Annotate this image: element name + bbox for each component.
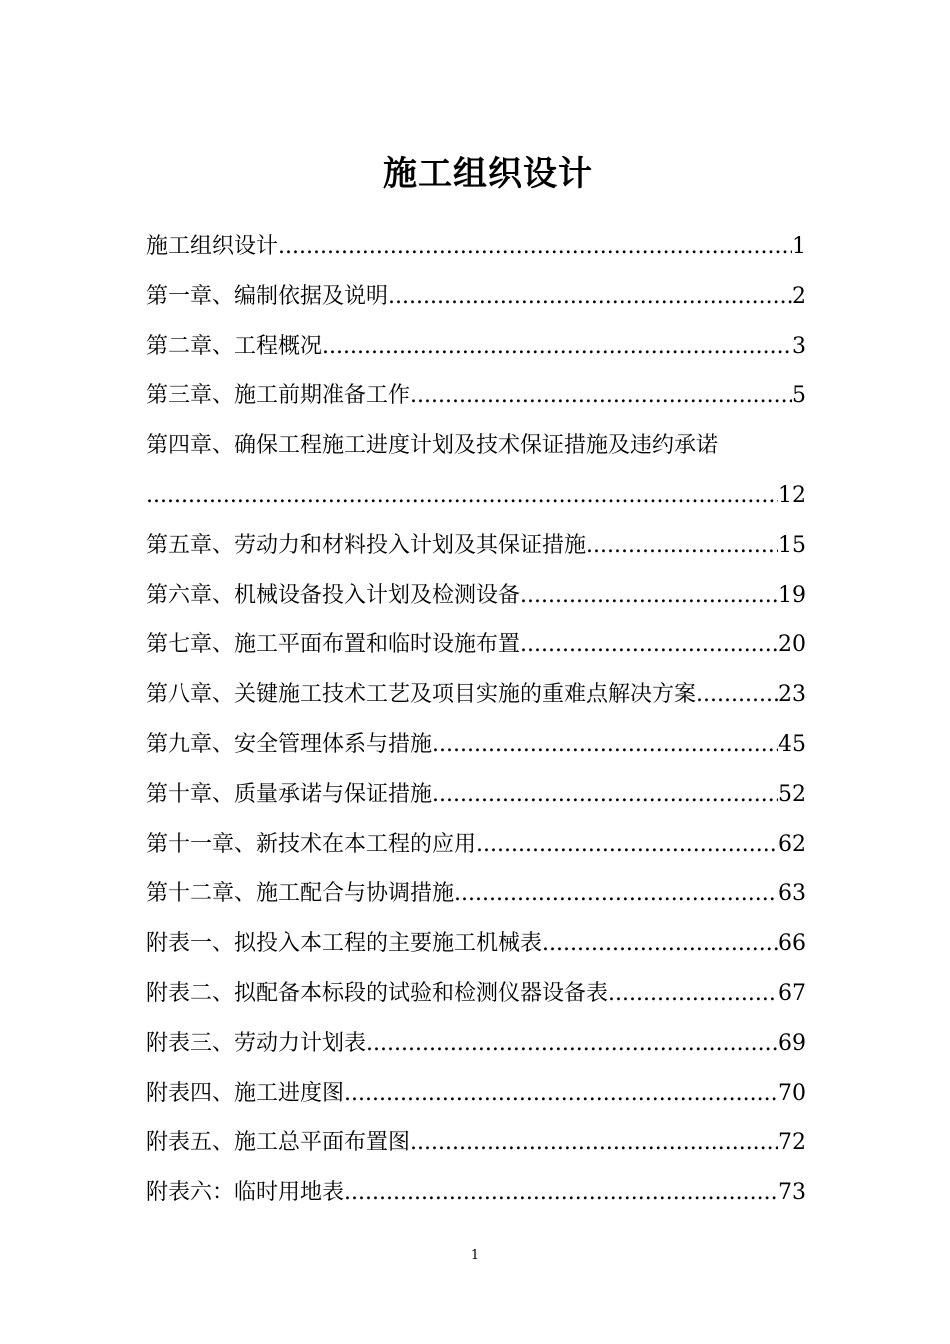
toc-entry[interactable] xyxy=(146,1118,806,1168)
toc-entry-page: 66 xyxy=(778,931,806,957)
toc-entry[interactable] xyxy=(146,371,806,421)
toc-entry-label: 第十章、质量承诺与保证措施 xyxy=(146,781,433,807)
toc-entry[interactable] xyxy=(146,869,806,919)
toc-entry-page: 73 xyxy=(778,1180,806,1206)
toc-entry-page: 62 xyxy=(778,831,806,857)
toc-entry[interactable] xyxy=(146,421,806,521)
toc-entry-label: 第七章、施工平面布置和临时设施布置 xyxy=(146,632,521,658)
toc-leader-dots xyxy=(388,272,792,322)
toc-entry[interactable] xyxy=(146,820,806,870)
toc-entry-label: 第八章、关键施工技术工艺及项目实施的重难点解决方案 xyxy=(146,682,697,708)
toc-entry-page: 1 xyxy=(792,234,806,259)
toc-entry[interactable] xyxy=(146,969,806,1019)
toc-leader-dots xyxy=(696,670,778,720)
toc-entry-label: 第三章、施工前期准备工作 xyxy=(146,383,411,409)
toc-entry-label: 附表一、拟投入本工程的主要施工机械表 xyxy=(146,931,543,957)
table-of-contents xyxy=(146,222,806,1218)
toc-entry-page: 63 xyxy=(778,881,806,907)
toc-leader-dots xyxy=(454,869,778,919)
toc-entry-page: 23 xyxy=(778,682,806,708)
toc-entry-page: 52 xyxy=(778,781,806,807)
toc-entry-page: 19 xyxy=(778,582,806,608)
toc-entry-continuation xyxy=(146,471,806,521)
toc-entry[interactable] xyxy=(146,770,806,820)
toc-entry-label: 附表二、拟配备本标段的试验和检测仪器设备表 xyxy=(146,980,609,1006)
toc-leader-dots xyxy=(146,471,778,521)
toc-entry-page: 12 xyxy=(778,482,806,508)
toc-entry[interactable] xyxy=(146,1019,806,1069)
toc-entry-page: 5 xyxy=(792,383,806,409)
toc-entry-label: 第九章、安全管理体系与措施 xyxy=(146,731,433,757)
toc-entry-label: 第四章、确保工程施工进度计划及技术保证措施及违约承诺 xyxy=(146,433,719,459)
toc-entry-label: 施工组织设计 xyxy=(146,234,279,259)
toc-entry-label: 第十二章、施工配合与协调措施 xyxy=(146,881,455,907)
toc-entry-label: 第十一章、新技术在本工程的应用 xyxy=(146,831,477,857)
toc-entry[interactable] xyxy=(146,322,806,372)
toc-entry-label: 第六章、机械设备投入计划及检测设备 xyxy=(146,582,521,608)
toc-entry-label: 附表三、劳动力计划表 xyxy=(146,1030,367,1056)
toc-entry-page: 2 xyxy=(792,283,806,309)
toc-entry[interactable] xyxy=(146,1069,806,1119)
toc-entry[interactable] xyxy=(146,670,806,720)
toc-entry-page: 45 xyxy=(778,731,806,757)
toc-entry-page: 70 xyxy=(778,1080,806,1106)
toc-entry-page: 69 xyxy=(778,1030,806,1056)
document-title: 施工组织设计 xyxy=(383,154,593,194)
toc-entry-page: 15 xyxy=(778,532,806,558)
toc-entry-label: 附表五、施工总平面布置图 xyxy=(146,1130,411,1156)
toc-entry-page: 67 xyxy=(778,980,806,1006)
toc-entry-page: 3 xyxy=(792,333,806,359)
toc-leader-dots xyxy=(542,919,778,969)
toc-entry-label: 附表六：临时用地表 xyxy=(146,1180,345,1206)
toc-leader-dots xyxy=(410,1118,778,1168)
toc-leader-dots xyxy=(432,720,778,770)
toc-leader-dots xyxy=(366,1019,778,1069)
toc-entry-label: 第一章、编制依据及说明 xyxy=(146,283,389,309)
toc-entry-page: 72 xyxy=(778,1130,806,1156)
toc-entry-label: 第二章、工程概况 xyxy=(146,333,323,359)
toc-leader-dots xyxy=(322,322,792,372)
toc-entry[interactable] xyxy=(146,272,806,322)
toc-entry[interactable] xyxy=(146,521,806,571)
toc-leader-dots xyxy=(608,969,778,1019)
toc-entry[interactable] xyxy=(146,222,806,272)
toc-leader-dots xyxy=(520,571,778,621)
toc-leader-dots xyxy=(278,222,792,272)
toc-entry[interactable] xyxy=(146,1168,806,1218)
toc-entry[interactable] xyxy=(146,919,806,969)
toc-leader-dots xyxy=(520,620,778,670)
toc-leader-dots xyxy=(344,1069,778,1119)
toc-entry[interactable] xyxy=(146,571,806,621)
toc-leader-dots xyxy=(432,770,778,820)
toc-entry[interactable] xyxy=(146,620,806,670)
toc-entry[interactable] xyxy=(146,720,806,770)
toc-leader-dots xyxy=(344,1168,778,1218)
toc-entry-page: 20 xyxy=(778,632,806,658)
toc-leader-dots xyxy=(586,521,778,571)
footer-page-number: 1 xyxy=(470,1248,480,1263)
toc-leader-dots xyxy=(410,371,792,421)
toc-entry-label: 附表四、施工进度图 xyxy=(146,1080,345,1106)
toc-leader-dots xyxy=(476,820,778,870)
toc-entry-label: 第五章、劳动力和材料投入计划及其保证措施 xyxy=(146,532,587,558)
